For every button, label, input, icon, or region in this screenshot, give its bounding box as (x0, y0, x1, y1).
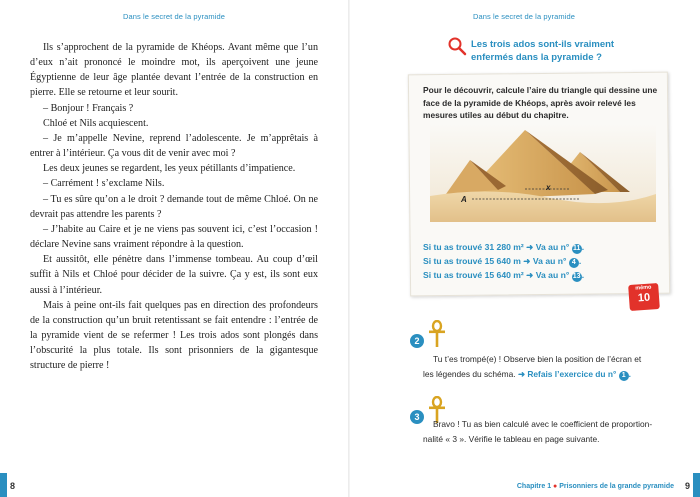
answer-list (423, 240, 663, 282)
question-title: Les trois ados sont-ils vraiment enfermés dans la pyramide ? (471, 39, 615, 63)
ankh-icon (427, 320, 447, 348)
redo-exercise-link[interactable]: ➜ Refais l’exercice du n° 1 . (517, 368, 631, 379)
running-head-right: Dans le secret de la pyramide (472, 12, 576, 21)
exercise-instructions: Pour le découvrir, calcule l’aire du triangle qui dessine une face de la pyramide de Khéops, après avoir relevé les mesures utiles au début du chapitre. (423, 85, 658, 121)
label-a: A (461, 195, 467, 204)
paragraph: – J’habite au Caire et je ne viens pas souvent ici, c’est l’occasion ! déclare Nevine sans vraiment répondre à la question. (30, 223, 318, 251)
memo-badge: mémo 10 (628, 283, 660, 311)
paragraph: Chloé et Nils acquiescent. (43, 117, 149, 129)
feedback-text: Bravo ! Tu as bien calculé avec le coefficient de proportion- nalité « 3 ». Vérifie le tableau en page suivante. (423, 419, 653, 444)
pyramid-illustration (430, 124, 656, 222)
paragraph: Les deux jeunes se regardent, les yeux pétillants d’impatience. (43, 163, 296, 175)
answer-option[interactable]: Si tu as trouvé 15 640 m² ➜ Va au n° 13. (423, 270, 585, 280)
page-number-left: 8 (10, 481, 16, 491)
paragraph: – Je m’appelle Nevine, reprend l’adolescente. Je m’apprêtais à entrer à l’intérieur. Ça vous dit de venir avec moi ? (30, 132, 318, 160)
right-page (350, 0, 700, 497)
page-number-right: 9 (684, 481, 690, 491)
folio-bar (693, 473, 700, 497)
paragraph: – Bonjour ! Français ? (43, 102, 134, 114)
paragraph: Et aussitôt, elle pénètre dans l’immense tombeau. Au coup d’œil suffit à Nils et Chloé pour décider de la suivre. Ça y est, ils sont eux aussi à l’intérieur. (30, 254, 318, 296)
folio-bar (0, 473, 7, 497)
label-x: x (546, 183, 551, 192)
target-badge: 13 (572, 273, 581, 280)
target-badge: 1 (619, 371, 629, 381)
paragraph: – Carrément ! s’exclame Nils. (43, 178, 165, 190)
running-head-left: Dans le secret de la pyramide (122, 12, 226, 21)
answer-option[interactable]: Si tu as trouvé 31 280 m² ➜ Va au n° 11. (423, 242, 585, 252)
paragraph: – Tu es sûre qu’on a le droit ? demande tout de même Chloé. On ne devrait pas attendre les parents ? (30, 193, 318, 220)
chapter-footer: Chapitre 1 ● Prisonniers de la grande pyramide (516, 483, 674, 490)
feedback-text: Tu t’es trompé(e) ! Observe bien la position de l’écran et les légendes du schéma. ➜ Refais l’exercice du n° 1 . (423, 354, 642, 379)
paragraph: Mais à peine ont-ils fait quelques pas en direction des profondeurs de la construction qu’un bruit retentissant se fait entendre : l’entrée de la pyramide vient de se refermer ! Les trois ados sont plongés dans l’obscurité la plus totale. Ils sont prisonniers de la gigantesque structure de pierre ! (30, 299, 318, 372)
target-badge: 4 (569, 258, 579, 268)
feedback-number: 3 (410, 410, 424, 424)
paragraph: Ils s’approchent de la pyramide de Khéops. Avant même que l’un d’eux n’ait prononcé le moindre mot, ils aperçoivent une jeune Égyptienne de leur âge plantée devant l’entrée de la construction en pierre. Elle se retourne et leur sourit. (30, 42, 318, 99)
story-text (30, 40, 318, 373)
target-badge: 11 (572, 245, 581, 252)
feedback-number: 2 (410, 334, 424, 348)
answer-option[interactable]: Si tu as trouvé 15 640 m ➜ Va au n° 4 . (423, 256, 582, 266)
magnifier-icon (447, 36, 467, 56)
